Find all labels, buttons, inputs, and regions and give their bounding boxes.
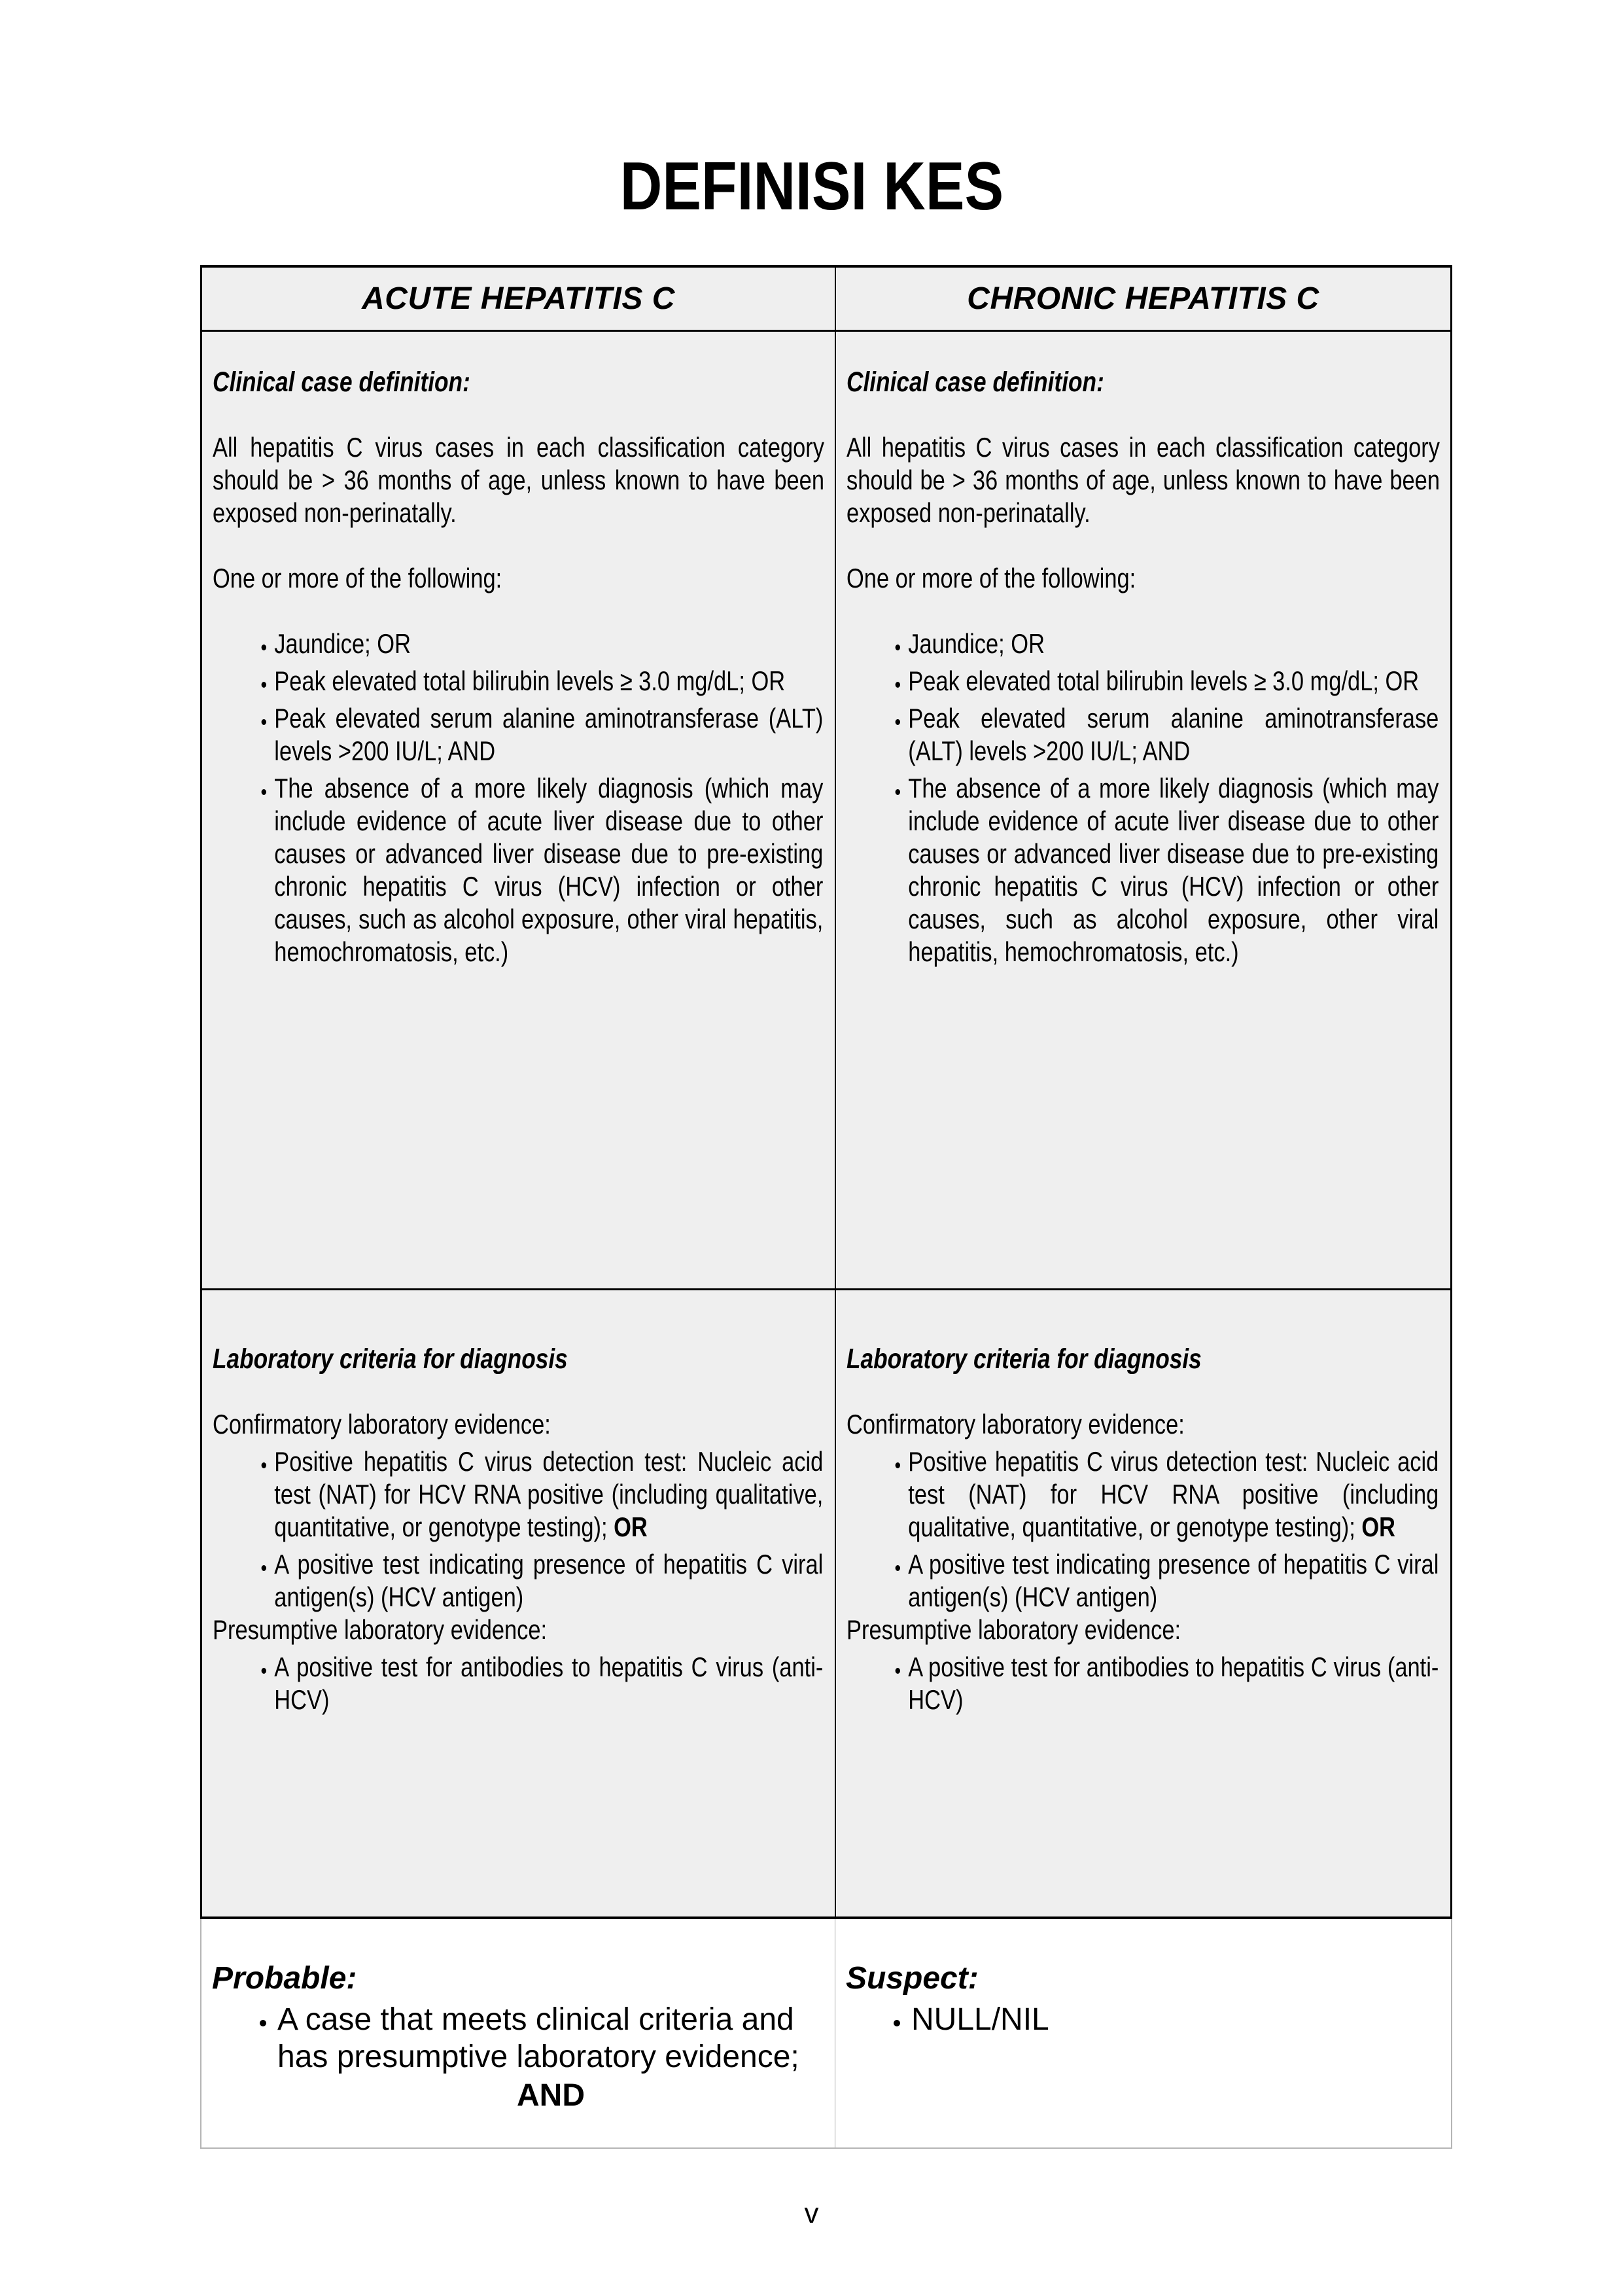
conjunction-label: AND [517,2078,585,2113]
clinical-cell-acute [202,332,836,1288]
bullet-text: A positive test indicating presence of hepatitis C viral antigen(s) (HCV antigen) [908,1549,1439,1612]
clinical-cell-chronic [836,332,1450,1288]
suspect-heading: Suspect: [846,1961,979,1996]
bullet-text: Positive hepatitis C virus detection test: Nucleic acid test (NAT) for HCV RNA positive (including qualitative, quantitative, or genotype testing); [274,1446,824,1542]
list-item: • Peak elevated total bilirubin levels ≥ 3.0 mg/dL; OR [274,665,824,698]
classification-cell-chronic [835,1919,1451,2147]
list-item: • Jaundice; OR [908,627,1440,660]
clinical-paragraph: All hepatitis C virus cases in each classification category should be > 36 months of age, unless known to have been exposed non-perinatally. [213,432,824,528]
clinical-following-label: One or more of the following: [846,563,1136,593]
laboratory-chronic-content [846,1343,1440,1716]
suspect-bullet-list [846,2001,1440,2038]
probable-bullet-text: A case that meets clinical criteria and has presumptive laboratory evidence; [277,2002,799,2074]
header-cell-chronic [836,268,1450,330]
page-title [0,149,1623,224]
case-definition-table [200,265,1452,2149]
list-item [274,1445,824,1544]
list-item [277,2001,824,2114]
laboratory-heading: Laboratory criteria for diagnosis [213,1343,568,1375]
list-item: • The absence of a more likely diagnosis (which may include evidence of acute liver disease due to other causes or advanced liver disease due to pre-existing chronic hepatitis C virus (HCV) infection or other causes, such as alcohol exposure, other viral hepatitis, hemochromatosis, etc.) [274,772,824,968]
confirmatory-label: Confirmatory laboratory evidence: [846,1409,1185,1439]
list-item [908,1445,1440,1544]
header-acute-label: ACUTE HEPATITIS C [362,281,675,316]
clinical-definition-row [200,332,1452,1290]
clinical-heading: Clinical case definition: [846,366,1104,398]
table-header-row [200,265,1452,332]
laboratory-heading: Laboratory criteria for diagnosis [846,1343,1202,1375]
list-item: • A positive test for antibodies to hepatitis C virus (anti-HCV) [908,1651,1440,1716]
list-item: • Peak elevated serum alanine aminotransferase (ALT) levels >200 IU/L; AND [908,702,1440,768]
list-item: • Peak elevated serum alanine aminotransferase (ALT) levels >200 IU/L; AND [274,702,824,768]
clinical-paragraph: All hepatitis C virus cases in each classification category should be > 36 months of age, unless known to have been exposed non-perinatally. [846,432,1440,528]
presumptive-bullet-list [213,1651,824,1716]
confirmatory-bullet-list [846,1445,1440,1614]
clinical-acute-content [213,366,824,968]
classification-row [200,1919,1452,2149]
clinical-following-label: One or more of the following: [213,563,502,593]
list-item: • A positive test for antibodies to hepatitis C virus (anti-HCV) [274,1651,824,1716]
laboratory-criteria-row [200,1290,1452,1919]
bullet-text: A positive test indicating presence of hepatitis C viral antigen(s) (HCV antigen) [274,1549,824,1612]
probable-heading: Probable: [212,1961,357,1996]
clinical-bullet-list [213,627,824,968]
presumptive-label: Presumptive laboratory evidence: [213,1614,548,1645]
header-cell-acute [202,268,836,330]
list-item: • NULL/NIL [911,2001,1440,2038]
presumptive-bullet-list [846,1651,1440,1716]
list-item: • The absence of a more likely diagnosis (which may include evidence of acute liver disease due to other causes or advanced liver disease due to pre-existing chronic hepatitis C virus (HCV) infection or other causes, such as alcohol exposure, other viral hepatitis, hemochromatosis, etc.) [908,772,1440,968]
laboratory-cell-chronic [836,1290,1450,1916]
clinical-chronic-content [846,366,1440,968]
laboratory-acute-content [213,1343,824,1716]
page-number: v [804,2197,819,2229]
classification-cell-acute [201,1919,835,2147]
laboratory-cell-acute [202,1290,836,1916]
page-title-text: DEFINISI KES [620,149,1003,224]
confirmatory-label: Confirmatory laboratory evidence: [213,1409,551,1439]
clinical-bullet-list [846,627,1440,968]
header-chronic-label: CHRONIC HEPATITIS C [967,281,1319,316]
bullet-bold-suffix: OR [1361,1511,1396,1542]
bullet-bold-suffix: OR [614,1511,648,1542]
probable-bullet-list [212,2001,824,2114]
list-item [274,1548,824,1614]
list-item [908,1548,1440,1614]
list-item: • Peak elevated total bilirubin levels ≥ 3.0 mg/dL; OR [908,665,1440,698]
clinical-heading: Clinical case definition: [213,366,470,398]
bullet-text: Positive hepatitis C virus detection test: Nucleic acid test (NAT) for HCV RNA positive (including qualitative, quantitative, or genotype testing); [908,1446,1439,1542]
list-item: • Jaundice; OR [274,627,824,660]
presumptive-label: Presumptive laboratory evidence: [846,1614,1181,1645]
confirmatory-bullet-list [213,1445,824,1614]
